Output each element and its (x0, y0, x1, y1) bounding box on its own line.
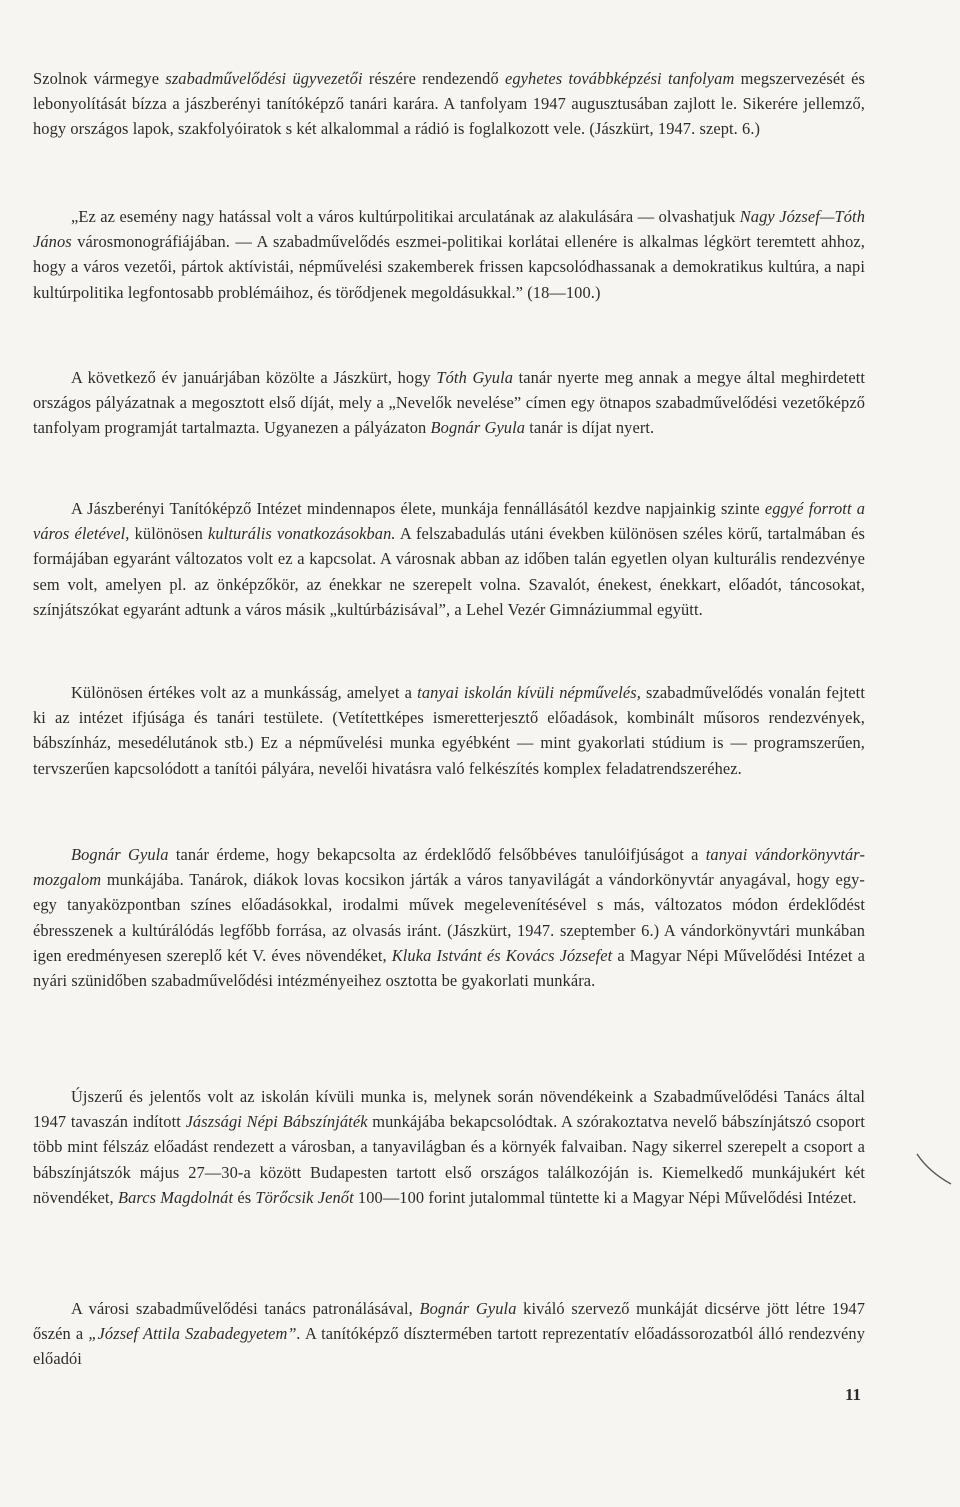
text-run: munkájába bekapcsolódtak. A szórakoztatva nevelő bábszínjátszó csoport több mint félszáz előadást rendezett a városban, a tanyavilágban és a környék falvaiban. Nagy sikerrel szerepelt a csoport a bábszínjátszók május 27—30-a között Budapesten tartott első országos találkozóján is. Kiemelkedő munkájukért két növendéket, (33, 1112, 865, 1207)
text-run: különösen (129, 524, 209, 544)
text-run: részére rendezendő (362, 69, 505, 88)
paragraph-text (33, 66, 865, 142)
paragraph-5 (33, 680, 865, 781)
italic-text: szabadművelődési ügyvezetői (165, 69, 363, 88)
italic-text: „József Attila Szabadegyetem”. (88, 1324, 301, 1344)
text-run: megszervezését és lebonyolítását bízza a jászberényi tanítóképző tanári karára. A tanfolyam 1947 augusztusában zajlott le. Sikerére jellemző, hogy országos lapok, szakfolyóiratok s két alkalommal a rádió is foglalkozott vele. (Jászkürt, 1947. szept. 6.) (33, 69, 865, 139)
page-number: 11 (845, 1385, 862, 1404)
paragraph-4 (33, 496, 865, 622)
italic-text: kulturális vonatkozásokban. (208, 524, 396, 544)
paragraph-8 (33, 1296, 865, 1372)
paragraph-1 (33, 66, 865, 142)
italic-text: Bognár Gyula (71, 845, 169, 864)
paragraph-text (33, 1084, 865, 1210)
text-run: A felszabadulás utáni években különösen széles körű, tartalmában és formájában egyaránt változatos volt ez a kapcsolat. A városnak abban az időben talán egyetlen olyan kulturális rendezvénye sem volt, amelyen pl. az önképzőkör, az énekkar ne szerepelt volna. Szavalót, énekest, énekkart, előadót, táncosokat, színjátszókat egyaránt adtunk a város másik „kultúrbázisával”, a Lehel Vezér Gimnáziummal együtt. (33, 524, 866, 619)
text-run: A Jászberényi Tanítóképző Intézet mindennapos élete, munkája fennállásától kezdve napjainkig szinte (71, 499, 765, 518)
paragraph-text (33, 1296, 865, 1372)
text-run: tanár is díjat nyert. (525, 418, 655, 438)
text-run: tanár érdeme, hogy bekapcsolta az érdeklődő felsőbbéves tanulóifjúságot a (168, 845, 706, 864)
italic-text: Tóth Gyula (436, 368, 514, 387)
text-run: Szolnok vármegye (33, 69, 166, 88)
paragraph-text (33, 496, 865, 622)
paragraph-text (33, 365, 865, 441)
text-run: Újszerű és jelentős volt az iskolán kívüli munka is, melynek során növendékeink a Szabadművelődési Tanács által 1947 tavaszán indított (33, 1087, 865, 1132)
italic-text: egyhetes továbbképzési tanfolyam (505, 69, 735, 88)
paragraph-6 (33, 842, 865, 993)
italic-text: Kluka Istvánt és Kovács Józsefet (391, 945, 613, 965)
text-run: A városi szabadművelődési tanács patronálásával, (71, 1299, 420, 1318)
text-run: városmonográfiájában. — A szabadművelődés eszmei-politikai korlátai ellenére is alkalmas légkört teremtett ahhoz, hogy a város vezetői, pártok aktívistái, népművelési szakemberek frissen kapcsolódhassanak a demokratikus kultúra, a napi kultúrpolitika legfontosabb problémáihoz, és törődjenek megoldásukkal.” (18—100.) (33, 232, 865, 302)
text-run: és (233, 1187, 256, 1207)
italic-text: eggyé forrott a város életével, (33, 499, 866, 544)
paragraph-2 (33, 204, 865, 305)
text-run: kiváló szervező munkáját dicsérve jött létre 1947 őszén a (33, 1299, 865, 1344)
italic-text: Barcs Magdolnát (117, 1187, 234, 1207)
text-run: szabadművelődés vonalán fejtett ki az intézet ifjúsága és tanári testülete. (Vetítettképes ismeretterjesztő előadások, kombinált műsoros rendezvények, bábszínház, mesedélutánok stb.) Ez a népművelési munka egyébként — mint gyakorlati stúdium is — programszerűen, tervszerűen kapcsolódott a tanítói pályára, nevelői hivatásra való felkészítés komplex feladatrendszeréhez. (33, 683, 865, 778)
italic-text: Törőcsik Jenőt (255, 1187, 354, 1207)
text-run: tanár nyerte meg annak a megye által meghirdetett országos pályázatnak a megosztott első díját, mely a „Nevelők nevelése” címen egy ötnapos szabadművelődési vezetőképző tanfolyam programját tartalmazta. Ugyanezen a pályázaton (33, 368, 866, 438)
italic-text: Jászsági Népi Bábszínjáték (185, 1112, 368, 1132)
italic-text: tanyai iskolán kívüli népművelés, (417, 683, 641, 702)
paragraph-3 (33, 365, 865, 441)
italic-text: Bognár Gyula (419, 1299, 517, 1318)
italic-text: Nagy József—Tóth János (33, 207, 865, 252)
text-run: „Ez az esemény nagy hatással volt a város kultúrpolitikai arculatának az alakulására — olvashatjuk (71, 207, 740, 226)
paragraph-text (33, 680, 865, 781)
text-run: munkájába. Tanárok, diákok lovas kocsikon járták a város tanyavilágát a vándorkönyvtár anyagával, hogy egy-egy tanyaközpontban színes előadásokkal, irodalmi művek megelevenítésével s más, változatos módon érdeklődést ébresszenek a kultúrálódás legfőbb forrása, az olvasás iránt. (Jászkürt, 1947. szeptember 6.) A vándorkönyvtári munkában igen eredményesen szereplő két V. éves növendéket, (33, 870, 865, 965)
italic-text: tanyai vándorkönyvtár-mozgalom (33, 845, 865, 890)
italic-text: Bognár Gyula (430, 418, 526, 438)
text-run: 100—100 forint jutalommal tüntette ki a Magyar Népi Művelődési Intézet. (353, 1187, 857, 1207)
pencil-margin-mark (915, 1150, 955, 1190)
paragraph-text (33, 842, 865, 993)
paragraph-text (33, 204, 865, 305)
text-run: a Magyar Népi Művelődési Intézet a nyári szünidőben szabadművelődési intézményeihez osztotta be gyakorlati munkára. (33, 945, 865, 991)
text-run: A következő év januárjában közölte a Jászkürt, hogy (71, 368, 437, 387)
paragraph-7 (33, 1084, 865, 1210)
text-run: Különösen értékes volt az a munkásság, amelyet a (71, 683, 418, 702)
text-run: A tanítóképző dísztermében tartott reprezentatív előadássorozatból álló rendezvény előadói (33, 1324, 866, 1369)
